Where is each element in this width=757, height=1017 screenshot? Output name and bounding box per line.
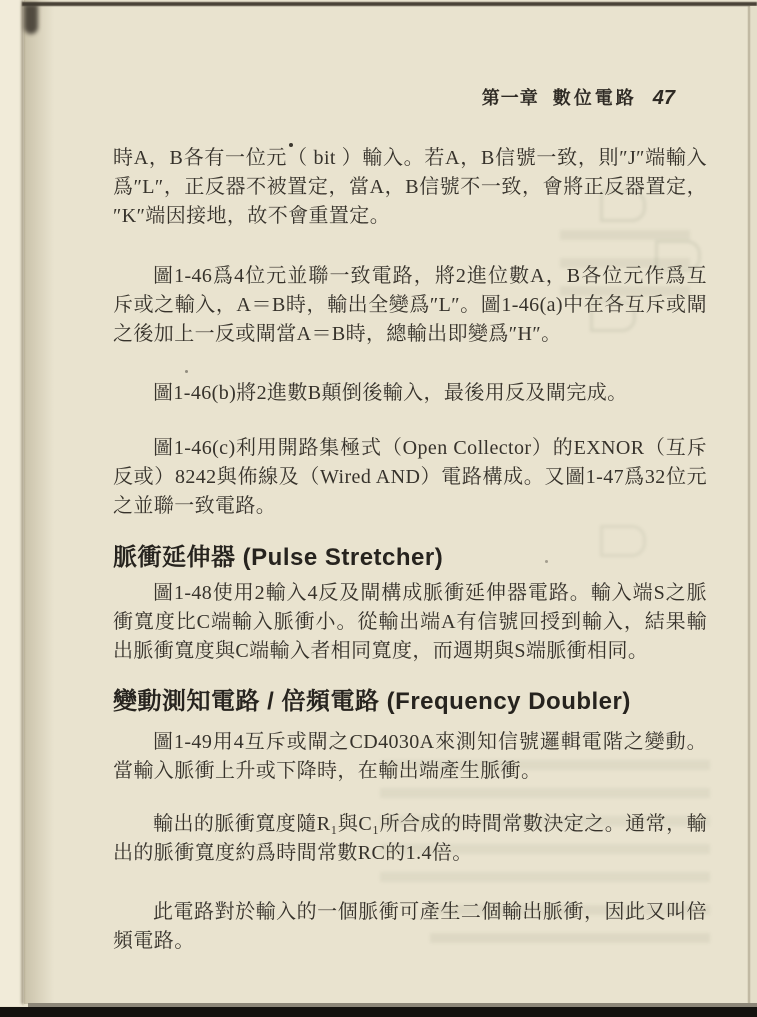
body-paragraph: 圖1-48使用2輸入4反及閘構成脈衝延伸器電路。輸入端S之脈衝寬度比C端輸入脈衝小。從輸出端A有信號回授到輸入，結果輸出脈衝寬度與C端輸入者相同寬度，而週期與S端脈衝相同。 — [113, 582, 707, 662]
body-paragraph: 圖1-46(b)將2進數B顛倒後輸入，最後用反及閘完成。 — [153, 382, 628, 404]
scan-bottom-shadow — [0, 1007, 757, 1017]
body-paragraph: 輸出的脈衝寬度隨R₁與C₁所合成的時間常數決定之。通常，輸出的脈衝寬度約爲時間常數RC的1.4倍。 — [113, 813, 707, 864]
page-corner-shadow — [24, 4, 38, 34]
page-right-edge-line — [748, 6, 750, 1004]
page-number: 47 — [652, 87, 675, 109]
chapter-label: 第一章 — [481, 88, 539, 108]
binding-shadow — [24, 0, 54, 1004]
text-column — [113, 0, 707, 956]
body-paragraph: 圖1-49用4互斥或閘之CD4030A來測知信號邏輯電階之變動。當輸入脈衝上升或下降時，在輸出端產生脈衝。 — [113, 731, 707, 782]
section-heading-pulse-stretcher: 脈衝延伸器 (Pulse Stretcher) — [113, 544, 444, 571]
body-paragraph: 圖1-46爲4位元並聯一致電路，將2進位數A，B各位元作爲互斥或之輸入，A＝B時，輸出全變爲″L″。圖1-46(a)中在各互斥或閘之後加上一反或閘當A＝B時，總輸出即變爲″H″。 — [113, 265, 707, 345]
section-heading-frequency-doubler: 變動測知電路 / 倍頻電路 (Frequency Doubler) — [113, 688, 631, 715]
page-right-edge — [750, 6, 757, 1004]
page-left-edge — [0, 0, 22, 1006]
body-paragraph: 圖1-46(c)利用開路集極式（Open Collector）的EXNOR（互斥反或）8242與佈線及（Wired AND）電路構成。又圖1-47爲32位元之並聯一致電路。 — [113, 437, 707, 517]
body-paragraph: 時A，B各有一位元（ bit ）輸入。若A，B信號一致，則″J″端輸入爲″L″，正反器不被置定，當A，B信號不一致，會將正反器置定，″K″端因接地，故不會重置定。 — [113, 147, 707, 227]
running-header — [113, 84, 707, 110]
section-title: 數位電路 — [552, 88, 637, 108]
body-paragraph: 此電路對於輸入的一個脈衝可產生二個輸出脈衝，因此又叫倍頻電路。 — [113, 901, 707, 952]
